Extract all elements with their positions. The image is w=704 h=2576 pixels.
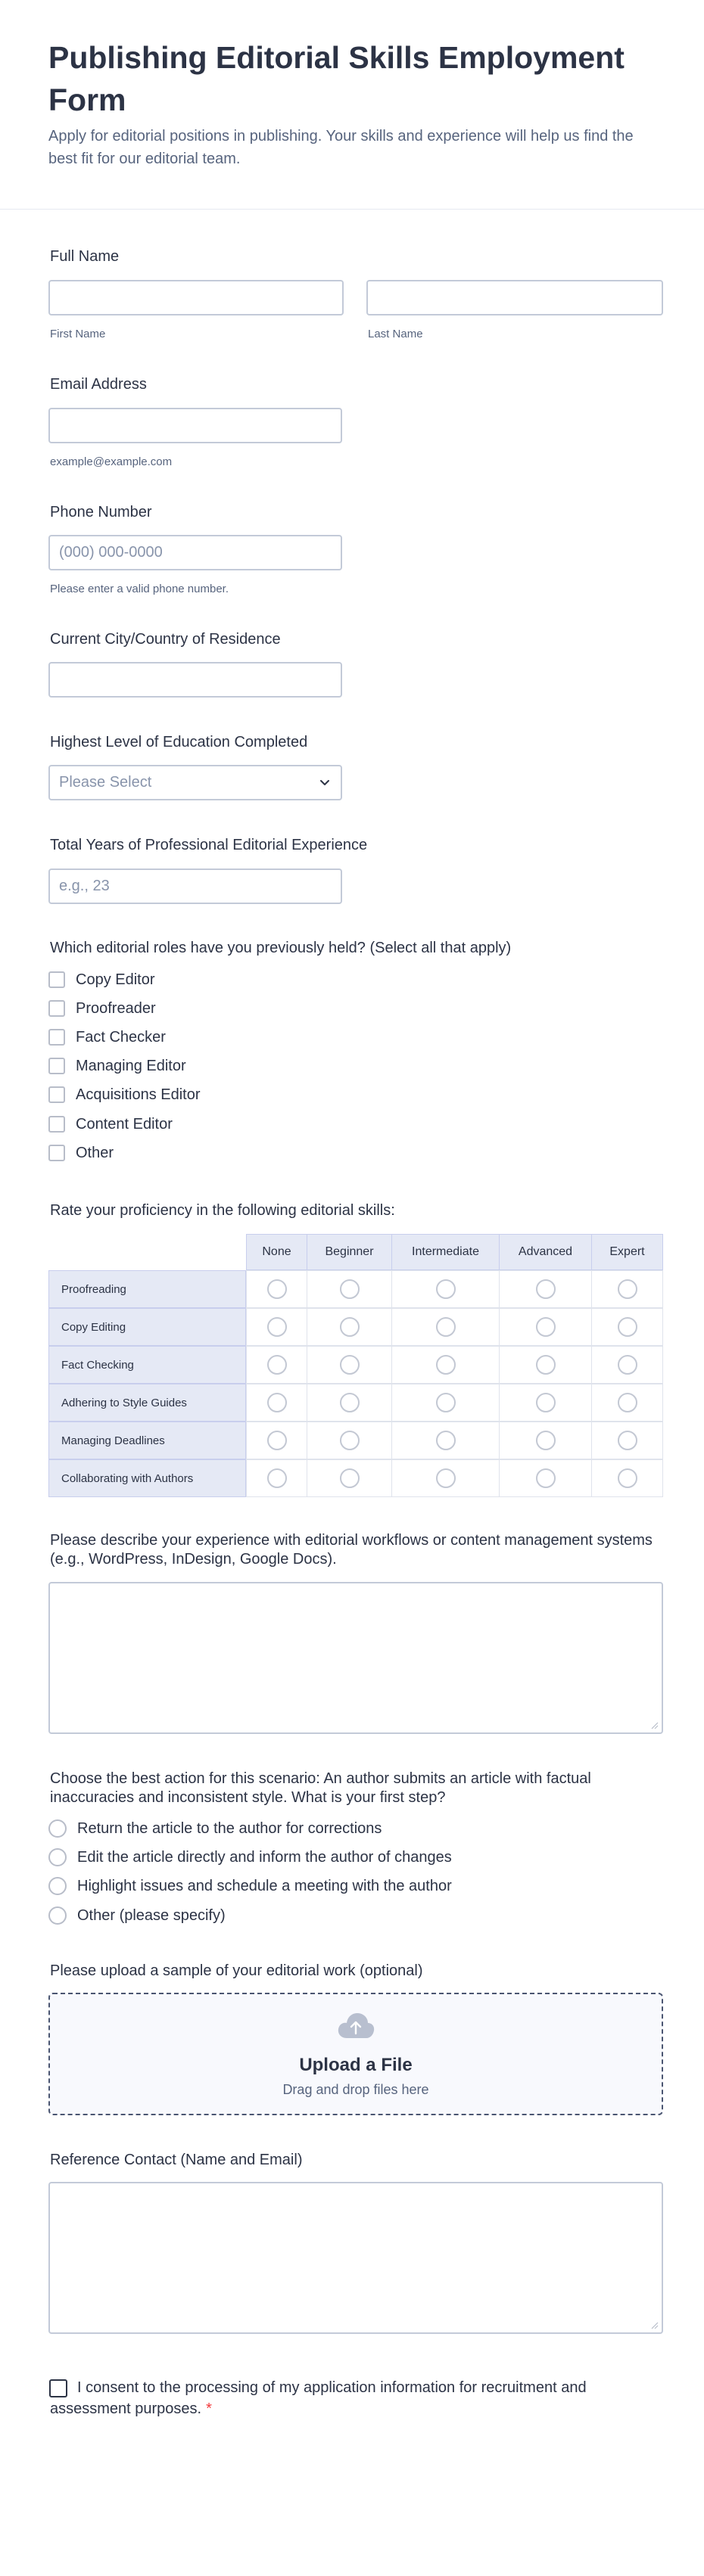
phone-input[interactable]: (000) 000-0000 [48,535,342,570]
matrix-row-style-guides: Adhering to Style Guides [48,1384,246,1422]
radio[interactable] [48,1877,67,1895]
roles-label: Which editorial roles have you previously held? (Select all that apply) [50,940,512,956]
file-upload-dropzone[interactable] [48,1993,663,2115]
matrix-cell[interactable] [307,1270,392,1308]
radio[interactable] [340,1279,360,1299]
role-option-content-editor[interactable]: Content Editor [48,1114,173,1134]
radio[interactable] [436,1393,456,1412]
matrix-row-fact-checking: Fact Checking [48,1346,246,1384]
matrix-cell[interactable] [246,1459,307,1497]
radio[interactable] [618,1279,637,1299]
skills-label: Rate your proficiency in the following editorial skills: [50,1202,395,1219]
first-name-input[interactable] [48,280,344,315]
matrix-cell[interactable] [246,1270,307,1308]
radio[interactable] [536,1279,556,1299]
cloud-upload-icon [336,2011,375,2041]
resize-grip-icon[interactable] [649,2320,659,2329]
checkbox[interactable] [48,1029,65,1046]
matrix-cell[interactable] [391,1270,500,1308]
matrix-cell[interactable] [246,1346,307,1384]
scenario-option-return[interactable]: Return the article to the author for corrections [48,1819,382,1838]
matrix-col-none: None [246,1234,307,1270]
radio[interactable] [267,1431,287,1450]
radio[interactable] [536,1355,556,1375]
matrix-corner [48,1234,246,1270]
education-label: Highest Level of Education Completed [50,734,308,750]
residence-label: Current City/Country of Residence [50,631,281,648]
matrix-cell[interactable] [391,1346,500,1384]
matrix-cell[interactable] [499,1422,592,1459]
matrix-cell[interactable] [591,1308,663,1346]
education-select-value: Please Select [59,774,152,791]
email-input[interactable] [48,408,342,443]
matrix-cell[interactable] [499,1270,592,1308]
radio[interactable] [536,1431,556,1450]
matrix-cell[interactable] [391,1384,500,1422]
upload-label: Please upload a sample of your editorial work (optional) [50,1962,423,1979]
workflow-textarea[interactable] [48,1582,663,1734]
radio[interactable] [618,1355,637,1375]
radio[interactable] [618,1317,637,1337]
email-label: Email Address [50,376,147,393]
scenario-option-highlight[interactable]: Highlight issues and schedule a meeting with the author [48,1876,452,1896]
radio[interactable] [340,1393,360,1412]
matrix-row-collaborating: Collaborating with Authors [48,1459,246,1497]
radio[interactable] [536,1393,556,1412]
phone-sublabel: Please enter a valid phone number. [50,583,229,595]
matrix-col-expert: Expert [591,1234,663,1270]
form-header [0,0,704,210]
matrix-cell[interactable] [499,1384,592,1422]
radio[interactable] [48,1906,67,1925]
role-option-managing-editor[interactable]: Managing Editor [48,1056,186,1076]
radio[interactable] [436,1468,456,1488]
matrix-cell[interactable] [391,1422,500,1459]
checkbox[interactable] [48,1086,65,1103]
radio[interactable] [267,1279,287,1299]
form-title: Publishing Editorial Skills Employment Form [48,40,625,117]
radio[interactable] [436,1355,456,1375]
matrix-cell[interactable] [591,1270,663,1308]
matrix-col-advanced: Advanced [499,1234,592,1270]
consent-label [50,2377,625,2419]
radio[interactable] [267,1317,287,1337]
reference-label: Reference Contact (Name and Email) [50,2152,303,2168]
consent-text: I consent to the processing of my application information for recruitment and assessment purposes. [50,2379,587,2417]
email-sublabel: example@example.com [50,455,173,468]
radio[interactable] [48,1819,67,1838]
matrix-col-intermediate: Intermediate [391,1234,500,1270]
scenario-label: Choose the best action for this scenario: An author submits an article with factual inaccuracies and inconsistent style. What is your first step? [50,1770,591,1806]
matrix-cell[interactable] [246,1422,307,1459]
role-option-acquisitions-editor[interactable]: Acquisitions Editor [48,1085,201,1105]
residence-input[interactable] [48,662,342,698]
radio[interactable] [536,1468,556,1488]
radio[interactable] [267,1355,287,1375]
matrix-cell[interactable] [307,1384,392,1422]
radio[interactable] [436,1279,456,1299]
scenario-option-other[interactable]: Other (please specify) [48,1906,226,1925]
last-name-sublabel: Last Name [368,328,423,340]
matrix-cell[interactable] [591,1346,663,1384]
matrix-cell[interactable] [591,1422,663,1459]
first-name-sublabel: First Name [50,328,106,340]
radio[interactable] [618,1431,637,1450]
matrix-cell[interactable] [307,1346,392,1384]
phone-label: Phone Number [50,504,152,520]
radio[interactable] [618,1468,637,1488]
matrix-cell[interactable] [246,1308,307,1346]
chevron-down-icon [318,775,332,789]
skills-matrix [48,1234,663,1497]
checkbox[interactable] [48,1145,65,1161]
role-option-copy-editor[interactable]: Copy Editor [48,970,155,990]
matrix-cell[interactable] [499,1308,592,1346]
upload-subtitle: Drag and drop files here [282,2082,429,2097]
education-select[interactable] [48,765,342,800]
experience-label: Total Years of Professional Editorial Experience [50,837,368,853]
matrix-cell[interactable] [499,1346,592,1384]
matrix-cell[interactable] [246,1384,307,1422]
radio[interactable] [340,1468,360,1488]
checkbox[interactable] [48,1116,65,1133]
radio[interactable] [267,1468,287,1488]
matrix-col-beginner: Beginner [307,1234,392,1270]
matrix-cell[interactable] [499,1459,592,1497]
radio[interactable] [436,1317,456,1337]
scenario-option-edit[interactable]: Edit the article directly and inform the author of changes [48,1847,452,1867]
role-option-fact-checker[interactable]: Fact Checker [48,1027,166,1047]
matrix-row-deadlines: Managing Deadlines [48,1422,246,1459]
radio[interactable] [267,1393,287,1412]
matrix-cell[interactable] [591,1384,663,1422]
radio[interactable] [340,1431,360,1450]
radio[interactable] [618,1393,637,1412]
reference-textarea[interactable] [48,2182,663,2334]
radio[interactable] [340,1355,360,1375]
matrix-cell[interactable] [391,1308,500,1346]
required-asterisk: * [206,2400,212,2417]
full-name-label: Full Name [50,248,120,265]
experience-input[interactable]: e.g., 23 [48,869,342,904]
matrix-cell[interactable] [591,1459,663,1497]
matrix-row-copy-editing: Copy Editing [48,1308,246,1346]
radio[interactable] [48,1848,67,1866]
matrix-cell[interactable] [307,1459,392,1497]
resize-grip-icon[interactable] [649,1720,659,1729]
radio[interactable] [436,1431,456,1450]
matrix-row-proofreading: Proofreading [48,1270,246,1308]
form-subtitle: Apply for editorial positions in publishing. Your skills and experience will help us find the best fit for our editorial team. [48,128,634,167]
role-option-proofreader[interactable]: Proofreader [48,999,156,1018]
matrix-cell[interactable] [307,1422,392,1459]
radio[interactable] [536,1317,556,1337]
matrix-cell[interactable] [307,1308,392,1346]
last-name-input[interactable] [366,280,663,315]
role-option-other[interactable]: Other [48,1143,114,1163]
checkbox[interactable] [48,1058,65,1074]
workflow-label: Please describe your experience with editorial workflows or content management systems (e.g., WordPress, InDesign, Google Docs). [50,1532,653,1568]
upload-title: Upload a File [299,2055,413,2075]
matrix-cell[interactable] [391,1459,500,1497]
checkbox[interactable] [48,1000,65,1017]
radio[interactable] [340,1317,360,1337]
checkbox[interactable] [48,971,65,988]
